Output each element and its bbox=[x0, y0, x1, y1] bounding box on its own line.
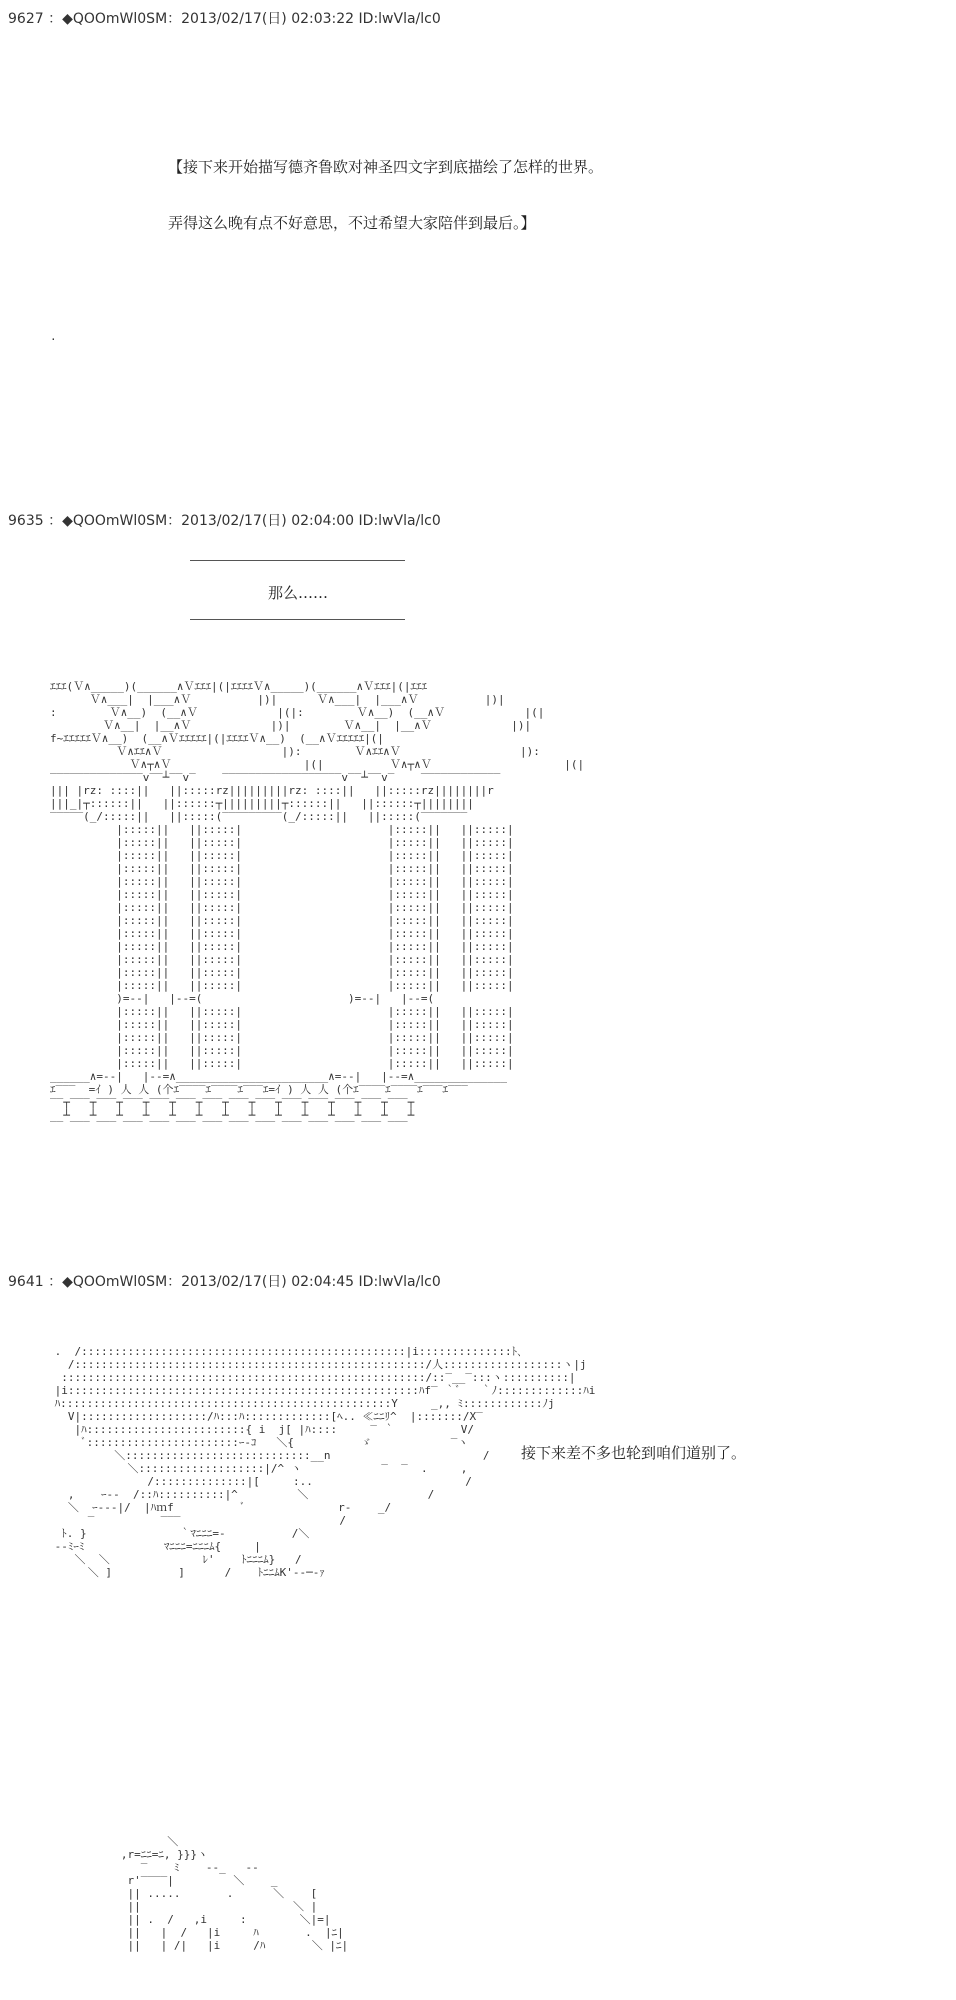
bubble-text: 那么…… bbox=[268, 584, 329, 602]
ascii-dot: . bbox=[50, 330, 57, 343]
post-text-line-1: 【接下来开始描写德齐鲁欧对神圣四文字到底描绘了怎样的世界。 bbox=[168, 158, 604, 176]
ascii-art-fragment: ＼ ,r=ﾆﾆ=ﾆ, }}}ヽ ‾ ﾐ ‐‐_ ‐‐ r'‾‾‾‾| ＼ _ || ..... . ＼ [ || ＼ | || . / ,i : ＼|=| || | / |i ﾊ . |ﾆ| || | /| |i /ﾊ ＼ |ﾆ| bbox=[120, 1835, 349, 1952]
post-header-9635: 9635 ：◆QOOmWl0SM：2013/02/17(日) 02:04:00 ID:lwVla/lc0 bbox=[8, 513, 441, 529]
post-text-line-2: 弄得这么晚有点不好意思，不过希望大家陪伴到最后。】 bbox=[168, 214, 536, 232]
ascii-art-aqueduct: ｴｴｴ(Ｖ∧_____)(______∧Ｖｴｴｴ|(|ｴｴｴｴＶ∧_____)(______∧Ｖｴｴｴ|(|ｴｴｴ Ｖ∧___| |___∧Ｖ |)| Ｖ∧___| |___∧Ｖ |)| : Ｖ∧__) (__∧Ｖ |(|: Ｖ∧__) (__∧Ｖ |(| Ｖ∧__| |__∧Ｖ |)| Ｖ∧__| |__∧Ｖ |)| f~ｴｴｴｴｴＶ∧__) (__∧Ｖｴｴｴｴｴ|(|ｴｴｴｴＶ∧__) (__∧Ｖｴｴｴｴｴ|(| Ｖ∧ｴｴ∧Ｖ |): Ｖ∧ｴｴ∧Ｖ |): Ｖ∧┬∧Ｖ |(| Ｖ∧┬∧Ｖ |(| ‾‾‾‾‾‾‾‾‾‾‾‾‾‾v‾‾┴‾‾v‾ ‾‾‾‾‾‾‾‾‾‾‾‾‾‾‾‾‾‾v‾‾┴‾‾v‾ ‾‾‾‾‾‾‾‾‾‾‾‾ ||| |rz: ::::|| ||:::::rz|||||||||rz: ::::|| ||:::::rz||||||||r |||_|┬::::::|| ||::::::┬|||||||||┬::::::|| ||::::::┬|||||||| ‾‾‾‾‾(_/:::::|| ||:::::(‾‾‾‾‾‾‾‾‾(_/:::::|| ||:::::(‾‾‾‾‾‾‾ |:::::|| ||:::::| |:::::|| ||:::::| |:::::|| ||:::::| |:::::|| ||:::::| |:::::|| ||:::::| |:::::|| ||:::::| |:::::|| ||:::::| |:::::|| ||:::::| |:::::|| ||:::::| |:::::|| ||:::::| |:::::|| ||:::::| |:::::|| ||:::::| |:::::|| ||:::::| |:::::|| ||:::::| |:::::|| ||:::::| |:::::|| ||:::::| |:::::|| ||:::::| |:::::|| ||:::::| |:::::|| ||:::::| |:::::|| ||:::::| |:::::|| ||:::::| |:::::|| ||:::::| |:::::|| ||:::::| |:::::|| ||:::::| |:::::|| ||:::::| |:::::|| ||:::::| )=--| |--=( )=--| |--=( |:::::|| ||:::::| |:::::|| ||:::::| |:::::|| ||:::::| |:::::|| ||:::::| |:::::|| ||:::::| |:::::|| ||:::::| |:::::|| ||:::::| |:::::|| ||:::::| |:::::|| ||:::::| |:::::|| ||:::::| ______∧=--| |--=∧_______________________∧=--| |--=∧______________ ｴ‾‾‾ =ｲ ) 人 人 (个ｴ‾‾‾‾ｴ‾‾‾‾ｴ‾‾‾ｴ=ｲ ) 人 人 (个ｴ‾‾‾‾ｴ‾‾‾‾ｴ‾‾‾ｴ‾‾‾ ‾‾┬‾‾‾┬‾‾‾┬‾‾‾┬‾‾‾┬‾‾‾┬‾‾‾┬‾‾‾┬‾‾‾┬‾‾‾┬‾‾‾┬‾‾‾┬‾‾‾┬‾‾‾┬ __┴___┴___┴___┴___┴___┴___┴___┴___┴___┴___┴___┴___┴___┴ bbox=[50, 680, 585, 1122]
post-header-9641: 9641 ：◆QOOmWl0SM：2013/02/17(日) 02:04:45 ID:lwVla/lc0 bbox=[8, 1274, 441, 1290]
post-header-9627: 9627 ：◆QOOmWl0SM：2013/02/17(日) 02:03:22 ID:lwVla/lc0 bbox=[8, 11, 441, 27]
ascii-art-figure: . /:::::::::::::::::::::::::::::::::::::::::::::::::|i::::::::::::::ﾄ､ /:::::::::::::::::::::::::::::::::::::::::::::::::::::/人::::::::::::::::::ヽ|j :::::::::::::::::::::::::::::::::::::::::::::::::::::::/::‾__‾:::ヽ::::::::::| |i:::::::::::::::::::::::::::::::::::::::::::::::::::::ﾊf‾ ｀ﾞ ｀ﾉ:::::::::::::ﾊi ﾊ::::::::::::::::::::::::::::::::::::::::::::::::::Y _,, ﾐ::::::::::::ﾉj V|:::::::::::::::::::/ﾊ:::ﾊ:::::::::::::[ﾍ.. ≪ﾆﾆﾘ^ |:::::::/X‾ |ﾊ::::::::::::::::::::::::{ i j[ |ﾊ:::: ‾ ｀ V/ ﾞ:::::::::::::::::::::::ｰ-ｺ ＼{ ゞ ‾ヽ ＼::::::::::::::::::::::::::::__n / ＼:::::::::::::::::::|/^ ヽ ‾ ‾ . , /::::::::::::::|[ :.. / , ｰ-‐ /::ﾊ::::::::::|^ ＼ / ＼ ｰ---|/ |ﾊｍf ﾞ r‐ _/ ‾ ‾‾‾ / ﾄ. } ｀ﾏﾆﾆﾆ=- /＼ --ﾐｰﾐ ﾏﾆﾆﾆ=ﾆﾆﾆﾑ{ | ＼ ＼ ﾚ' ﾄﾆﾆﾆﾑ} / ＼ ] ] / ﾄﾆﾆﾑK'-‐─‐ｧ bbox=[54, 1345, 596, 1579]
post-text-line-3: 接下来差不多也轮到咱们道别了。 bbox=[521, 1444, 747, 1462]
